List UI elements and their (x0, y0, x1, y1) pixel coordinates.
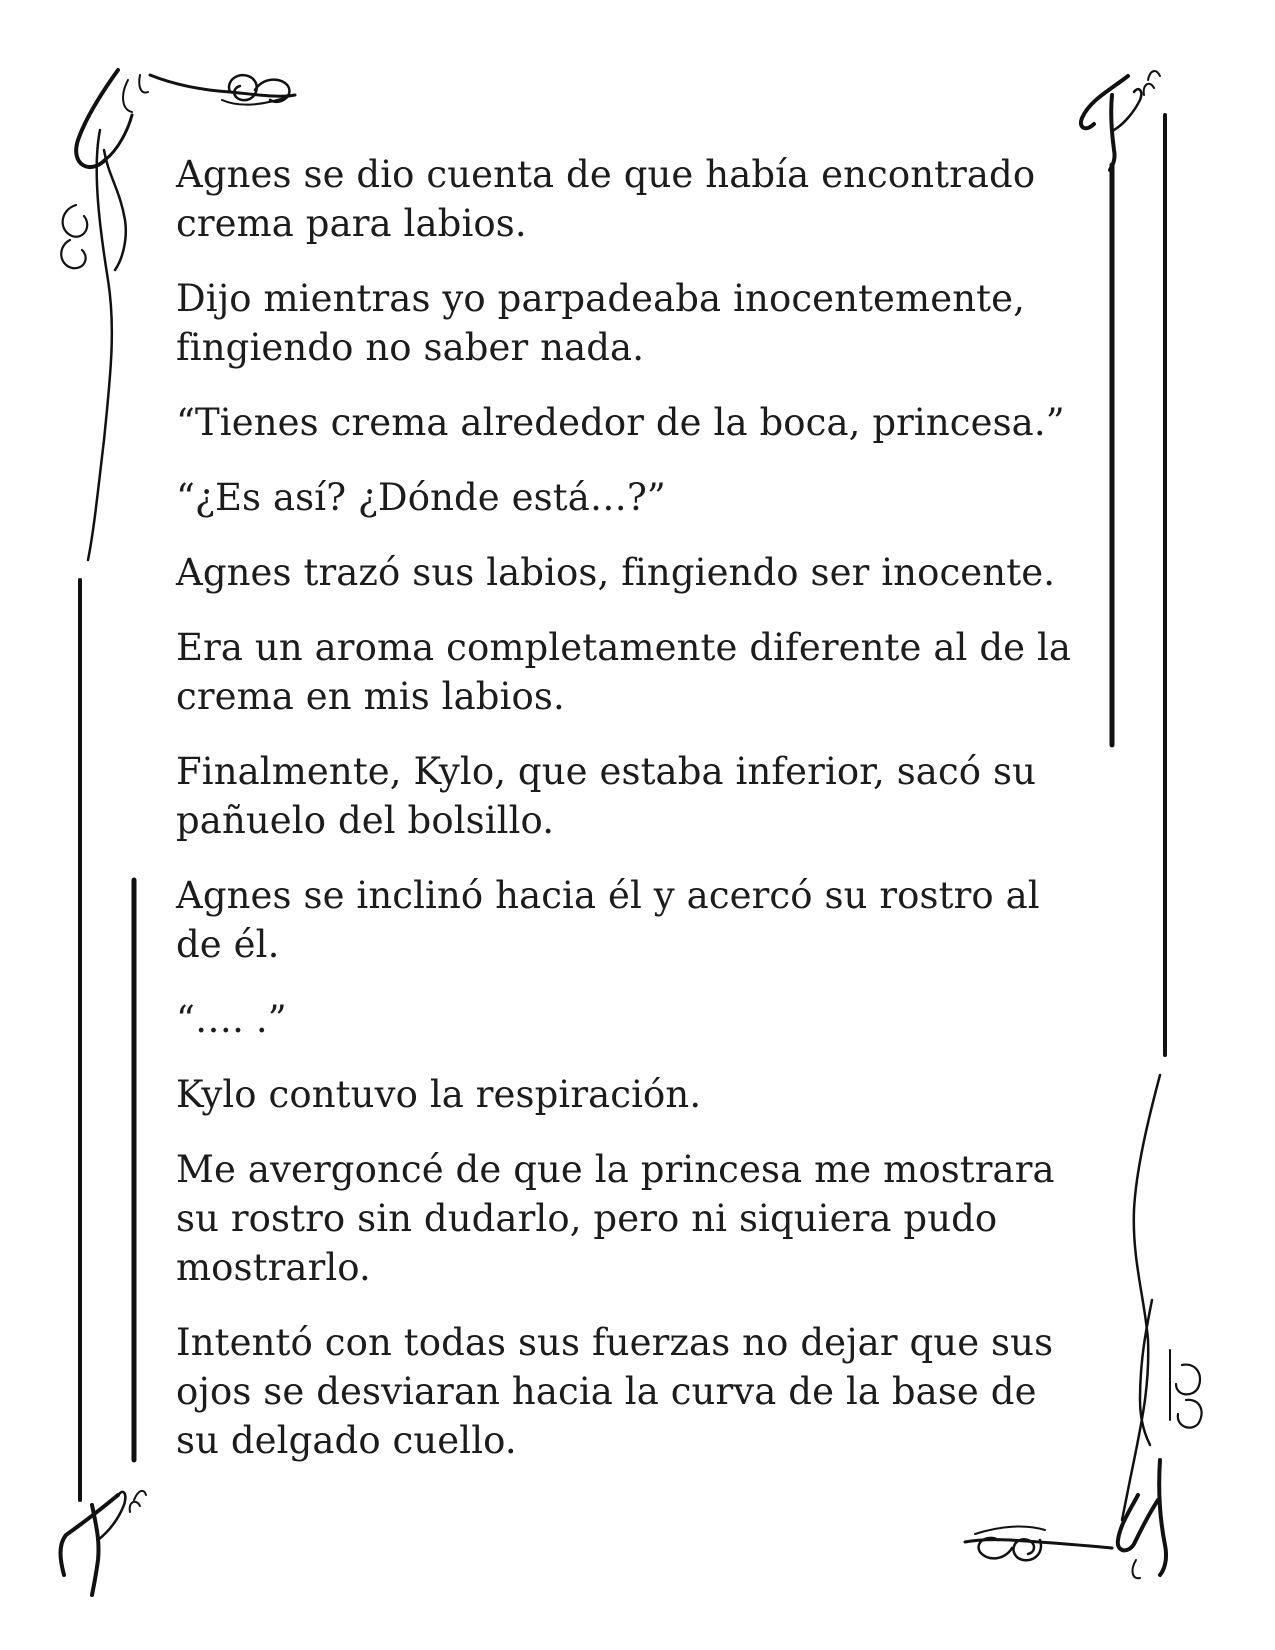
paragraph: Agnes se dio cuenta de que había encontrado crema para labios. (176, 153, 1036, 245)
paragraph: Dijo mientras yo parpadeaba inocentemente, fingiendo no saber nada. (176, 277, 1025, 369)
paragraph: “Tienes crema alrededor de la boca, princesa.” (176, 401, 1065, 444)
paragraph: Me avergoncé de que la princesa me mostrara su rostro sin dudarlo, pero ni siquiera pudo mostrarlo. (176, 1148, 1055, 1289)
paragraph: Intentó con todas sus fuerzas no dejar que sus ojos se desviaran hacia la curva de la base de su delgado cuello. (176, 1321, 1054, 1462)
paragraph: Agnes se inclinó hacia él y acercó su rostro al de él. (176, 874, 1040, 966)
paragraph: “¿Es así? ¿Dónde está…?” (176, 476, 666, 519)
paragraph: Era un aroma completamente diferente al de la crema en mis labios. (176, 626, 1072, 718)
document-text-body (176, 150, 1096, 1491)
paragraph: Kylo contuvo la respiración. (176, 1073, 702, 1116)
paragraph: “…. .” (176, 998, 287, 1041)
paragraph: Finalmente, Kylo, que estaba inferior, sacó su pañuelo del bolsillo. (176, 750, 1037, 842)
paragraph: Agnes trazó sus labios, fingiendo ser inocente. (176, 551, 1056, 594)
bottom-left-swirl-ornament-icon (61, 1491, 147, 1595)
